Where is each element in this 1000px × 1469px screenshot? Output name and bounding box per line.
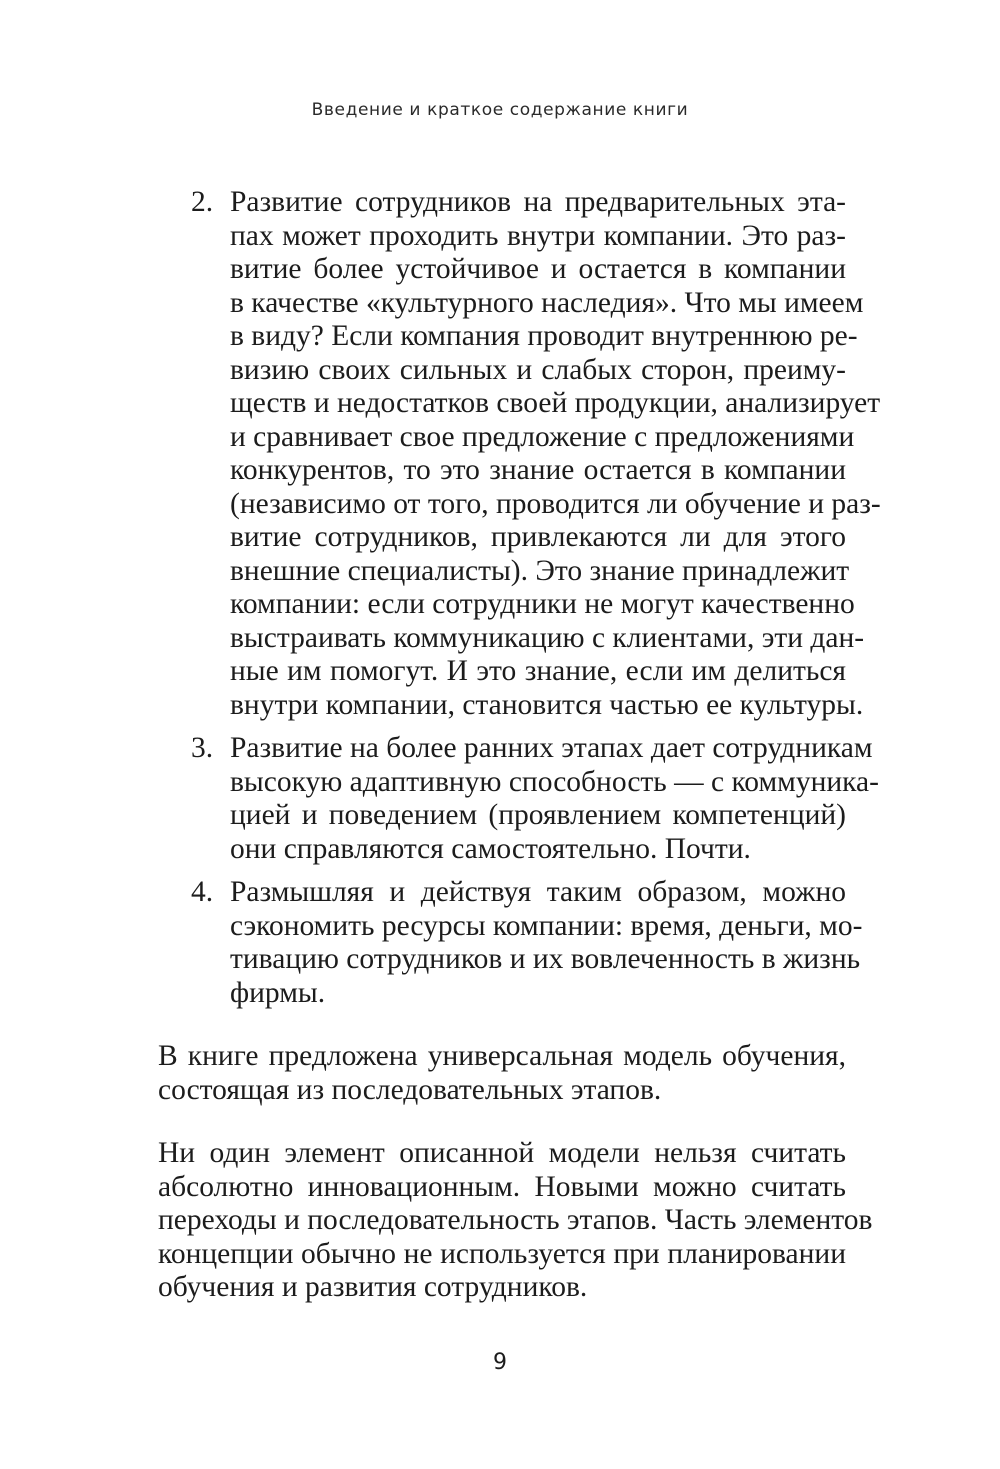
text-line: цией и поведением (проявлением компетенций) (230, 799, 846, 831)
list-item-number: 3. (191, 732, 214, 764)
text-line: В книге предложена универсальная модель обучения, (158, 1040, 846, 1072)
text-line: ные им помогут. И это знание, если им делиться (230, 655, 846, 687)
list-item-2 (158, 186, 881, 722)
text-line: концепции обычно не используется при планировании (158, 1237, 846, 1270)
text-line: тивацию сотрудников и их вовлеченность в жизнь (230, 943, 861, 975)
text-line: (независимо от того, проводится ли обучение и раз- (230, 487, 881, 520)
text-line: ществ и недостатков своей продукции, анализирует (230, 387, 881, 419)
list-item-3 (158, 732, 879, 866)
text-line: в качестве «культурного наследия». Что мы имеем (230, 286, 864, 319)
text-line: состоящая из последовательных этапов. (158, 1073, 662, 1106)
text-line: сэкономить ресурсы компании: время, деньги, мо- (230, 909, 863, 942)
text-line: витие сотрудников, привлекаются ли для этого (230, 521, 846, 553)
list-item-4 (158, 876, 863, 1010)
text-line: Размышляя и действуя таким образом, можно (230, 876, 846, 908)
text-line: переходы и последовательность этапов. Часть элементов (158, 1204, 873, 1236)
text-line: внешние специалисты). Это знание принадлежит (230, 554, 850, 587)
text-line: Ни один элемент описанной модели нельзя считать (158, 1137, 846, 1169)
text-line: в виду? Если компания проводит внутреннюю ре- (230, 320, 858, 352)
text-line: пах может проходить внутри компании. Это раз- (230, 219, 846, 252)
text-line: выстраивать коммуникацию с клиентами, эти дан- (230, 621, 865, 654)
paragraph-innovation (158, 1137, 873, 1305)
paragraph-model (158, 1040, 846, 1107)
text-line: компании: если сотрудники не могут качественно (230, 588, 855, 620)
text-line: и сравнивает свое предложение с предложениями (230, 420, 855, 453)
text-line: Развитие сотрудников на предварительных эта- (230, 186, 846, 218)
text-line: Развитие на более ранних этапах дает сотрудникам (230, 732, 873, 764)
text-line: витие более устойчивое и остается в компании (230, 253, 846, 285)
text-line: внутри компании, становится частью ее культуры. (230, 688, 864, 721)
page-number: 9 (493, 1350, 507, 1375)
text-line: визию своих сильных и слабых сторон, преиму- (230, 353, 846, 386)
text-line: фирмы. (230, 976, 326, 1009)
list-item-number: 4. (191, 876, 214, 908)
text-line: абсолютно инновационным. Новыми можно считать (158, 1170, 846, 1203)
list-item-number: 2. (191, 186, 214, 218)
text-line: конкурентов, то это знание остается в компании (230, 454, 846, 486)
text-line: высокую адаптивную способность — с коммуника- (230, 765, 879, 798)
text-line: обучения и развития сотрудников. (158, 1271, 588, 1303)
text-line: они справляются самостоятельно. Почти. (230, 832, 751, 865)
running-head: Введение и краткое содержание книги (311, 100, 689, 120)
page-body (158, 186, 881, 1305)
